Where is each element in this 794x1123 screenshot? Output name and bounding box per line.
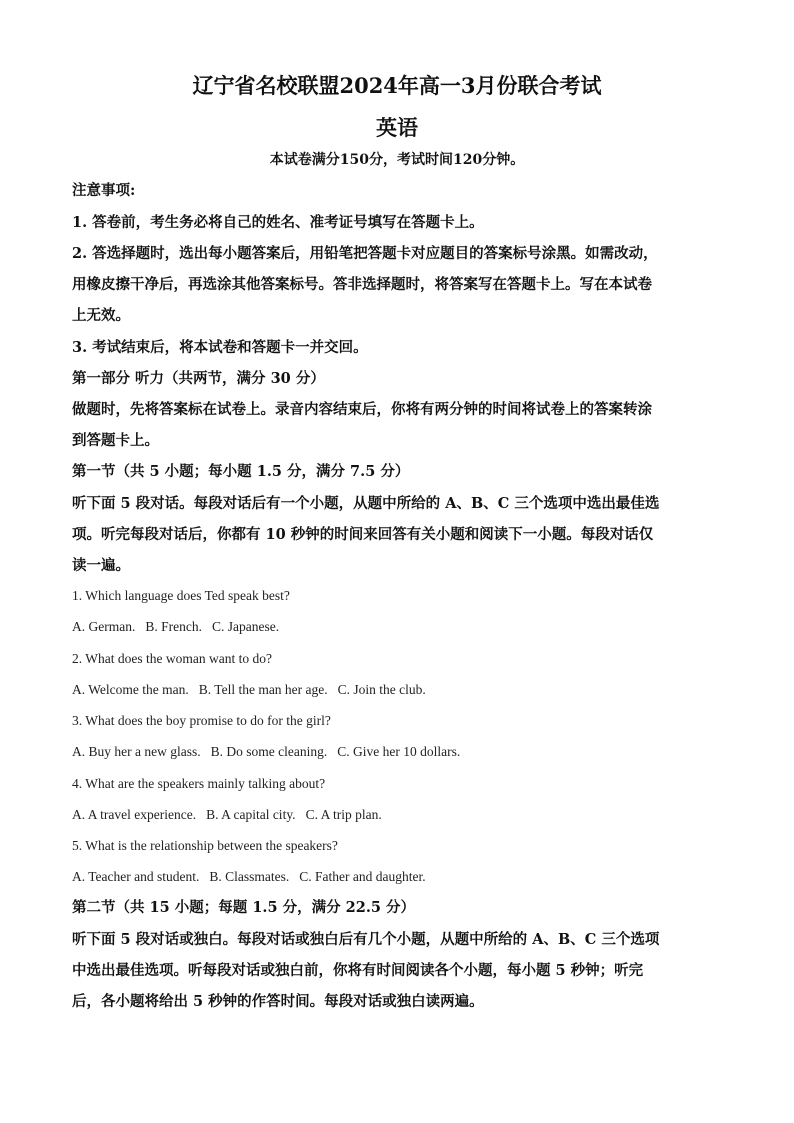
option-b: B. Tell the man her age. <box>198 682 328 697</box>
section1-instruction-line-2: 项。听完每段对话后，你都有 10 秒钟的时间来回答有关小题和阅读下一小题。每段对话仅 <box>72 526 654 543</box>
note-item-2-line-3: 上无效。 <box>72 307 130 324</box>
notes-heading: 注意事项: <box>72 182 136 199</box>
option-b: B. Classmates. <box>209 869 290 884</box>
section2-instruction-line-2: 中选出最佳选项。听每段对话或独白前，你将有时间阅读各个小题，每小题 5 秒钟；听完 <box>72 962 644 979</box>
option-a: A. Buy her a new glass. <box>72 744 201 759</box>
option-c: C. A trip plan. <box>305 807 382 822</box>
question-3: 3. What does the boy promise to do for the girl? <box>72 713 331 728</box>
note-item-2-line-1: 2. 答选择题时，选出每小题答案后，用铅笔把答题卡对应题目的答案标号涂黑。如需改动， <box>72 245 658 262</box>
option-c: C. Give her 10 dollars. <box>337 744 461 759</box>
note-item-1: 1. 答卷前，考生务必将自己的姓名、准考证号填写在答题卡上。 <box>72 214 484 231</box>
option-a: A. Teacher and student. <box>72 869 200 884</box>
section2-instruction-line-3: 后，各小题将给出 5 秒钟的作答时间。每段对话或独白读两遍。 <box>72 993 484 1010</box>
option-c: C. Join the club. <box>337 682 426 697</box>
section1-instruction-line-3: 读一遍。 <box>72 557 130 574</box>
option-b: B. A capital city. <box>206 807 296 822</box>
subject-title: 英语 <box>376 115 418 140</box>
note-item-3: 3. 考试结束后，将本试卷和答题卡一并交回。 <box>72 339 368 356</box>
option-a: A. Welcome the man. <box>72 682 189 697</box>
question-2: 2. What does the woman want to do? <box>72 651 272 666</box>
section2-heading: 第二节（共 15 小题；每题 1.5 分，满分 22.5 分） <box>72 899 416 916</box>
option-b: B. French. <box>145 619 202 634</box>
part1-heading: 第一部分 听力（共两节，满分 30 分） <box>72 370 325 387</box>
part1-instruction-line-1: 做题时，先将答案标在试卷上。录音内容结束后，你将有两分钟的时间将试卷上的答案转涂 <box>72 401 652 418</box>
question-4: 4. What are the speakers mainly talking about? <box>72 776 326 791</box>
section1-instruction-line-1: 听下面 5 段对话。每段对话后有一个小题，从题中所给的 A、B、C 三个选项中选出最佳选 <box>72 495 660 512</box>
question-1: 1. Which language does Ted speak best? <box>72 588 290 603</box>
note-item-2-line-2: 用橡皮擦干净后，再选涂其他答案标号。答非选择题时，将答案写在答题卡上。写在本试卷 <box>72 276 652 293</box>
section1-heading: 第一节（共 5 小题；每小题 1.5 分，满分 7.5 分） <box>72 463 410 480</box>
section2-instruction-line-1: 听下面 5 段对话或独白。每段对话或独白后有几个小题，从题中所给的 A、B、C 三个选项 <box>72 931 660 948</box>
option-a: A. A travel experience. <box>72 807 197 822</box>
option-b: B. Do some cleaning. <box>210 744 328 759</box>
question-2-options <box>72 680 724 700</box>
question-5: 5. What is the relationship between the speakers? <box>72 838 338 853</box>
exam-info: 本试卷满分150分，考试时间120分钟。 <box>269 152 525 168</box>
question-5-options <box>72 867 724 887</box>
option-c: C. Father and daughter. <box>299 869 426 884</box>
question-1-options <box>72 617 724 637</box>
part1-instruction-line-2: 到答题卡上。 <box>72 432 159 449</box>
option-c: C. Japanese. <box>211 619 280 634</box>
question-3-options <box>72 742 724 762</box>
question-4-options <box>72 805 724 825</box>
exam-title: 辽宁省名校联盟2024年高一3月份联合考试 <box>192 73 602 98</box>
option-a: A. German. <box>72 619 136 634</box>
